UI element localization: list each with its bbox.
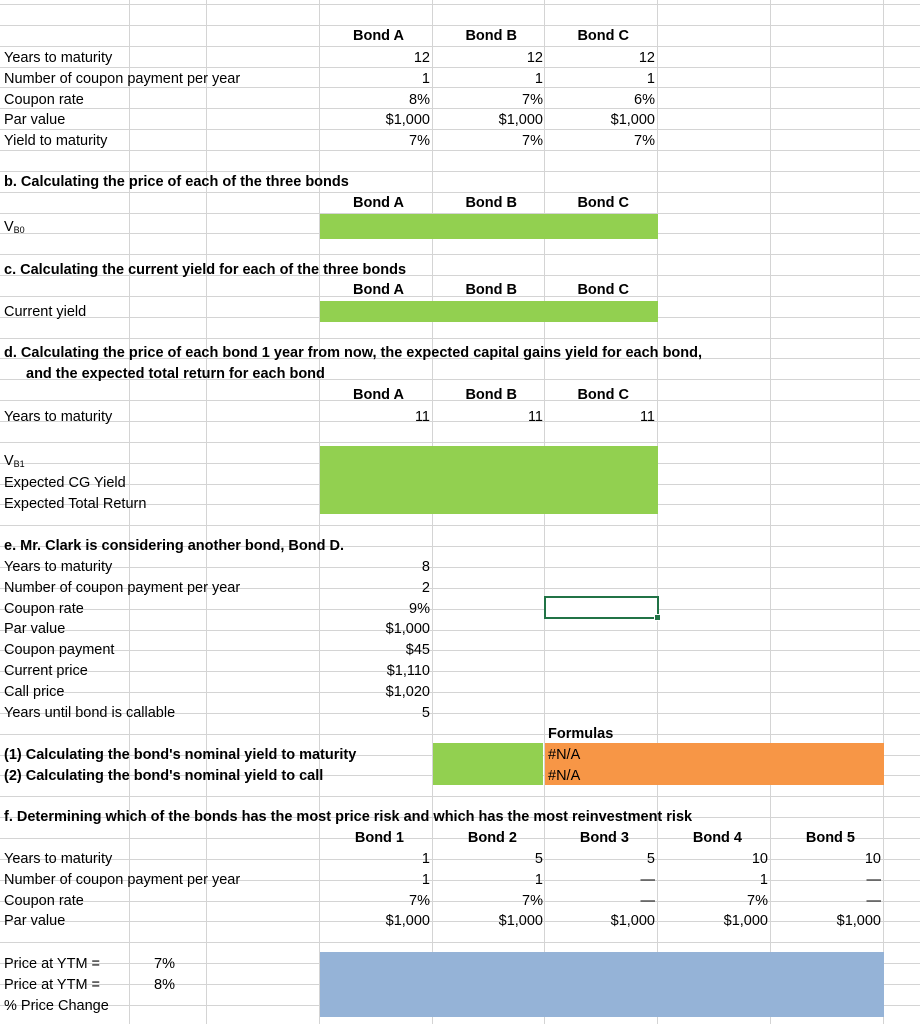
- cell-value[interactable]: $1,000: [723, 913, 768, 929]
- cell-value[interactable]: 5: [646, 851, 655, 867]
- cell-value[interactable]: 5: [421, 705, 430, 721]
- formulas-header: Formulas: [548, 726, 614, 742]
- cell-value[interactable]: 1: [646, 71, 655, 87]
- cell-value[interactable]: 12: [638, 50, 655, 66]
- section-d-title-line1: d. Calculating the price of each bond 1 year from now, the expected capital gains yield for each bond,: [4, 345, 703, 361]
- row-label: Coupon rate: [4, 893, 84, 909]
- row-label: Current price: [4, 663, 88, 679]
- row-label: Coupon rate: [4, 92, 84, 108]
- cell-value[interactable]: $1,110: [386, 663, 430, 679]
- cell-value[interactable]: 12: [526, 50, 543, 66]
- cell-value[interactable]: 11: [527, 409, 543, 425]
- row-label: Par value: [4, 621, 66, 637]
- row-label: Years to maturity: [4, 50, 113, 66]
- header-bond-a: Bond A: [352, 282, 404, 298]
- cell-value[interactable]: —: [640, 893, 655, 909]
- price-change-label: % Price Change: [4, 998, 109, 1014]
- header-bond-c: Bond C: [577, 28, 629, 44]
- cell-value[interactable]: 1: [421, 71, 430, 87]
- row-label: Number of coupon payment per year: [4, 872, 241, 888]
- header-bond-a: Bond A: [352, 195, 404, 211]
- header-bond-b: Bond B: [465, 387, 517, 403]
- selected-cell[interactable]: [544, 596, 659, 619]
- header-bond-a: Bond A: [352, 28, 404, 44]
- cell-value[interactable]: 11: [414, 409, 430, 425]
- expected-total-return-label: Expected Total Return: [4, 496, 147, 512]
- cell-value[interactable]: $1,000: [610, 913, 655, 929]
- vb0-subscript: B0: [13, 225, 25, 235]
- cell-value[interactable]: 7%: [634, 133, 655, 149]
- cell-value[interactable]: 11: [639, 409, 655, 425]
- section-e-title: e. Mr. Clark is considering another bond, Bond D.: [4, 538, 344, 554]
- header-bond-4: Bond 4: [692, 830, 742, 846]
- header-bond-a: Bond A: [352, 387, 404, 403]
- cell-value[interactable]: —: [866, 872, 881, 888]
- vb1-label: $V_{B1}$: [4, 453, 25, 469]
- header-bond-5: Bond 5: [805, 830, 855, 846]
- row-label: Years to maturity: [4, 851, 113, 867]
- expected-cg-yield-label: Expected CG Yield: [4, 475, 126, 491]
- cell-value[interactable]: $1,020: [385, 684, 430, 700]
- cell-value[interactable]: $1,000: [498, 112, 543, 128]
- cell-value[interactable]: 7%: [522, 133, 543, 149]
- price-result-cells[interactable]: [320, 214, 658, 239]
- section-f-title: f. Determining which of the bonds has the most price risk and which has the most reinvestment risk: [4, 809, 693, 825]
- price-risk-result-cells[interactable]: [320, 952, 884, 1017]
- header-bond-b: Bond B: [465, 282, 517, 298]
- years-to-maturity-label: Years to maturity: [4, 409, 113, 425]
- header-bond-1: Bond 1: [354, 830, 404, 846]
- cell-value[interactable]: 7%: [522, 92, 543, 108]
- row-label: Par value: [4, 913, 66, 929]
- section-c-title: c. Calculating the current yield for each of the three bonds: [4, 262, 407, 278]
- row-label: Call price: [4, 684, 65, 700]
- row-label: Coupon payment: [4, 642, 115, 658]
- cell-value[interactable]: 9%: [409, 601, 430, 617]
- vb1-subscript: B1: [13, 459, 25, 469]
- cell-value[interactable]: 10: [751, 851, 768, 867]
- cell-value[interactable]: $1,000: [385, 621, 430, 637]
- cell-value[interactable]: 1: [421, 872, 430, 888]
- ytm-rate-value[interactable]: 7%: [154, 956, 175, 972]
- cell-value[interactable]: $45: [405, 642, 430, 658]
- cell-value[interactable]: $1,000: [385, 913, 430, 929]
- price-at-ytm-label: Price at YTM =: [4, 977, 101, 993]
- cell-value[interactable]: 7%: [747, 893, 768, 909]
- price-at-ytm-label: Price at YTM =: [4, 956, 101, 972]
- header-bond-2: Bond 2: [467, 830, 517, 846]
- row-label: Years until bond is callable: [4, 705, 176, 721]
- cell-value[interactable]: 2: [421, 580, 430, 596]
- section-d-title-line2: and the expected total return for each bond: [26, 366, 325, 382]
- cell-value[interactable]: 7%: [409, 893, 430, 909]
- cell-value[interactable]: $1,000: [610, 112, 655, 128]
- cell-value[interactable]: 8: [421, 559, 430, 575]
- current-yield-result-cells[interactable]: [320, 301, 658, 322]
- cell-value[interactable]: 10: [864, 851, 881, 867]
- formula-ytm-value[interactable]: #N/A: [548, 747, 581, 763]
- header-bond-3: Bond 3: [579, 830, 629, 846]
- row-label: Coupon rate: [4, 601, 84, 617]
- ytm-rate-value[interactable]: 8%: [154, 977, 175, 993]
- cell-value[interactable]: 8%: [409, 92, 430, 108]
- row-label: Par value: [4, 112, 66, 128]
- cell-value[interactable]: 5: [534, 851, 543, 867]
- header-bond-c: Bond C: [577, 282, 629, 298]
- cell-value[interactable]: $1,000: [498, 913, 543, 929]
- cell-value[interactable]: 1: [534, 872, 543, 888]
- cell-value[interactable]: 1: [421, 851, 430, 867]
- cell-value[interactable]: $1,000: [385, 112, 430, 128]
- row-label: Yield to maturity: [4, 133, 108, 149]
- question-nominal-ytm: (1) Calculating the bond's nominal yield to maturity: [4, 747, 357, 763]
- row-label: Years to maturity: [4, 559, 113, 575]
- cell-value[interactable]: 12: [413, 50, 430, 66]
- cell-value[interactable]: 1: [759, 872, 768, 888]
- cell-value[interactable]: 6%: [634, 92, 655, 108]
- formula-ytc-value[interactable]: #N/A: [548, 768, 581, 784]
- fill-handle[interactable]: [654, 614, 661, 621]
- question-nominal-ytc: (2) Calculating the bond's nominal yield to call: [4, 768, 324, 784]
- row-label: Number of coupon payment per year: [4, 71, 241, 87]
- header-bond-b: Bond B: [465, 28, 517, 44]
- header-bond-b: Bond B: [465, 195, 517, 211]
- future-price-result-cells[interactable]: [320, 446, 658, 514]
- section-b-title: b. Calculating the price of each of the three bonds: [4, 174, 349, 190]
- cell-value[interactable]: 7%: [409, 133, 430, 149]
- cell-value[interactable]: —: [866, 893, 881, 909]
- cell-value[interactable]: 1: [534, 71, 543, 87]
- formulas-result-cells: [545, 743, 884, 785]
- cell-value[interactable]: $1,000: [836, 913, 881, 929]
- cell-value[interactable]: —: [640, 872, 655, 888]
- header-bond-c: Bond C: [577, 195, 629, 211]
- current-yield-label: Current yield: [4, 304, 87, 320]
- nominal-yield-result-cells[interactable]: [433, 743, 543, 785]
- header-bond-c: Bond C: [577, 387, 629, 403]
- cell-value[interactable]: 7%: [522, 893, 543, 909]
- row-label: Number of coupon payment per year: [4, 580, 241, 596]
- vb0-label: $V_{B0}$: [4, 219, 25, 235]
